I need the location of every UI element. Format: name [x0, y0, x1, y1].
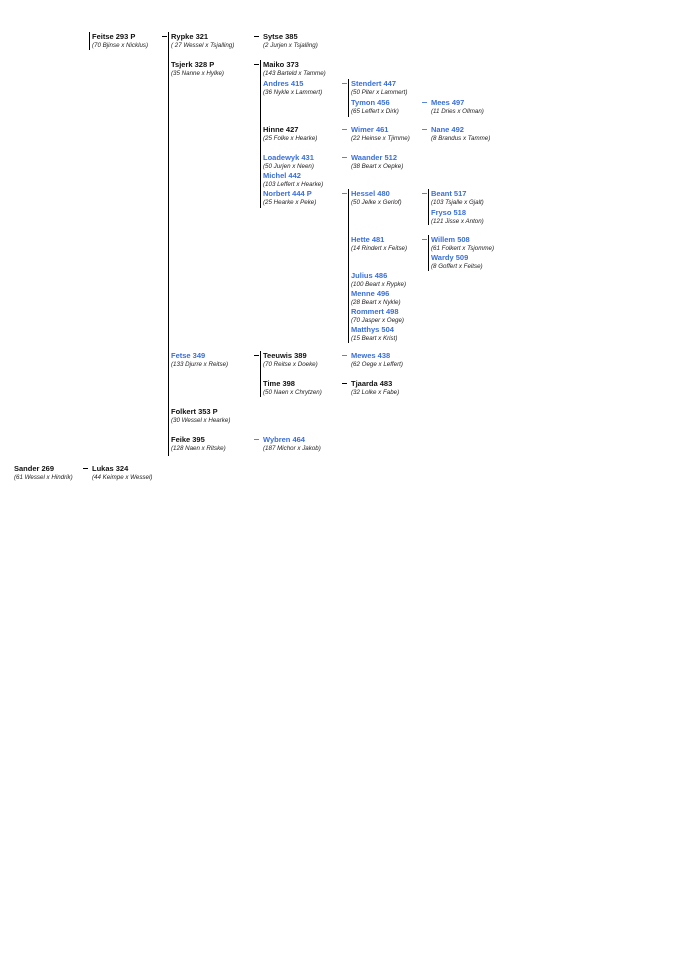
person-name-link[interactable]: Willem 508	[431, 235, 470, 244]
person-parents: (121 Jisse x Anton)	[431, 218, 484, 225]
person-julius-486[interactable]	[351, 271, 406, 289]
person-parents: (28 Beart x Nykle)	[351, 299, 401, 306]
person-feitse-293	[92, 32, 148, 50]
person-name: Sytse 385	[263, 32, 298, 41]
person-mees-497[interactable]	[431, 98, 484, 116]
person-name-link[interactable]: Fetse 349	[171, 351, 206, 360]
person-parents: (187 Michor x Jakob)	[263, 445, 321, 452]
person-wimer-461[interactable]	[351, 125, 410, 143]
person-name: Tsjerk 328 P	[171, 60, 215, 69]
person-tjaarda-483	[351, 379, 399, 397]
person-name-link[interactable]: Norbert 444 P	[263, 189, 312, 198]
child-connector	[342, 83, 347, 84]
person-hessel-480[interactable]	[351, 189, 402, 207]
person-parents: (50 Jurjen x Neen)	[263, 163, 314, 170]
person-name-link[interactable]: Menne 496	[351, 289, 390, 298]
person-nane-492[interactable]	[431, 125, 490, 143]
person-name-link[interactable]: Wybren 464	[263, 435, 305, 444]
person-name-link[interactable]: Matthys 504	[351, 325, 394, 334]
person-michel-442[interactable]	[263, 171, 323, 189]
person-name-link[interactable]: Nane 492	[431, 125, 464, 134]
person-feike-395	[171, 435, 226, 453]
person-wybren-464[interactable]	[263, 435, 321, 453]
person-parents: (70 Reitse x Doeke)	[263, 361, 318, 368]
child-connector	[254, 439, 259, 440]
person-parents: (103 Tsjalle x Gjalt)	[431, 199, 484, 206]
person-matthys-504[interactable]	[351, 325, 397, 343]
person-sander-269	[14, 464, 73, 482]
person-parents: (32 Lolke x Fabe)	[351, 389, 400, 396]
person-name: Time 398	[263, 379, 295, 388]
person-tymon-456[interactable]	[351, 98, 399, 116]
person-parents: (100 Beart x Rypke)	[351, 281, 407, 288]
person-parents: (61 Wessel x Hindrik)	[14, 474, 73, 481]
person-willem-508[interactable]	[431, 235, 494, 253]
person-parents: (14 Rindert x Feitse)	[351, 245, 408, 252]
sibling-bar	[348, 79, 349, 117]
sibling-bar	[260, 60, 261, 208]
child-connector	[342, 355, 347, 356]
person-menne-496[interactable]	[351, 289, 401, 307]
sibling-bar	[260, 351, 261, 397]
child-connector	[342, 193, 347, 194]
sibling-bar	[428, 189, 429, 225]
child-connector	[422, 129, 427, 130]
person-parents: (50 Naen x Chrytzen)	[263, 389, 322, 396]
person-name: Maiko 373	[263, 60, 299, 69]
person-parents: (38 Beart x Oepke)	[351, 163, 404, 170]
person-name: Hinne 427	[263, 125, 299, 134]
person-waander-512[interactable]	[351, 153, 403, 171]
person-parents: (65 Leffert x Dirk)	[351, 108, 399, 115]
person-fetse-349[interactable]	[171, 351, 228, 369]
person-name-link[interactable]: Wimer 461	[351, 125, 389, 134]
person-name-link[interactable]: Julius 486	[351, 271, 388, 280]
child-connector	[342, 383, 347, 384]
person-name-link[interactable]: Mewes 438	[351, 351, 391, 360]
person-name-link[interactable]: Mees 497	[431, 98, 465, 107]
person-parents: (62 Oege x Leffert)	[351, 361, 403, 368]
person-tsjerk-328	[171, 60, 224, 78]
child-connector	[342, 129, 347, 130]
person-name: Teeuwis 389	[263, 351, 307, 360]
person-name-link[interactable]: Hette 481	[351, 235, 385, 244]
person-name-link[interactable]: Tymon 456	[351, 98, 390, 107]
person-parents: (25 Hearke x Peke)	[263, 199, 317, 206]
person-parents: (133 Djurre x Reitse)	[171, 361, 229, 368]
person-rommert-498[interactable]	[351, 307, 404, 325]
person-name-link[interactable]: Stendert 447	[351, 79, 397, 88]
person-name-link[interactable]: Fryso 518	[431, 208, 467, 217]
person-parents: (11 Dries x Ollman)	[431, 108, 484, 115]
child-connector	[422, 239, 427, 240]
person-parents: (143 Barteld x Tamme)	[263, 70, 326, 77]
child-connector	[254, 36, 259, 37]
person-name-link[interactable]: Beant 517	[431, 189, 467, 198]
person-hette-481[interactable]	[351, 235, 407, 253]
child-connector	[83, 468, 88, 469]
person-stendert-447[interactable]	[351, 79, 407, 97]
person-name-link[interactable]: Loadewyk 431	[263, 153, 314, 162]
person-name: Tjaarda 483	[351, 379, 393, 388]
person-name-link[interactable]: Hessel 480	[351, 189, 390, 198]
person-rypke-321	[171, 32, 234, 50]
sibling-bar	[168, 32, 169, 456]
person-name-link[interactable]: Rommert 498	[351, 307, 399, 316]
person-name-link[interactable]: Andres 415	[263, 79, 304, 88]
person-name: Lukas 324	[92, 464, 129, 473]
person-parents: (50 Jelke x Gerlof)	[351, 199, 402, 206]
person-parents: (44 Keimpe x Wessel)	[92, 474, 153, 481]
person-wardy-509[interactable]	[431, 253, 483, 271]
person-time-398	[263, 379, 322, 397]
person-teeuwis-389	[263, 351, 318, 369]
person-parents: ( 27 Wessel x Tsjalling)	[171, 42, 235, 49]
person-parents: (36 Nykle x Lammert)	[263, 89, 323, 96]
person-hinne-427	[263, 125, 317, 143]
child-connector	[422, 193, 427, 194]
person-folkert-353	[171, 407, 230, 425]
person-parents: (8 Brandus x Tamme)	[431, 135, 491, 142]
person-beant-517[interactable]	[431, 189, 484, 207]
child-connector	[162, 36, 167, 37]
child-connector	[254, 355, 259, 356]
person-loadewyk-431[interactable]	[263, 153, 314, 171]
person-parents: (8 Goffert x Feitse)	[431, 263, 483, 270]
sibling-bar	[428, 235, 429, 271]
person-mewes-438[interactable]	[351, 351, 403, 369]
person-fryso-518[interactable]	[431, 208, 484, 226]
person-parents: (2 Jurjen x Tsjalling)	[263, 42, 318, 49]
person-name-link[interactable]: Waander 512	[351, 153, 397, 162]
person-name-link[interactable]: Wardy 509	[431, 253, 469, 262]
person-parents: (103 Leffert x Hearke)	[263, 181, 324, 188]
person-name-link[interactable]: Michel 442	[263, 171, 301, 180]
child-connector	[342, 157, 347, 158]
person-norbert-444[interactable]	[263, 189, 316, 207]
person-parents: (22 Heinse x Tjimme)	[351, 135, 410, 142]
sibling-bar	[89, 32, 90, 50]
person-parents: (30 Wessel x Hearke)	[171, 417, 231, 424]
person-name: Folkert 353 P	[171, 407, 218, 416]
person-sytse-385	[263, 32, 318, 50]
person-parents: (15 Beart x Krist)	[351, 335, 398, 342]
child-connector	[422, 102, 427, 103]
person-maiko-373	[263, 60, 326, 78]
person-andres-415[interactable]	[263, 79, 322, 97]
person-parents: (61 Folkert x Tsjomme)	[431, 245, 495, 252]
person-name: Feike 395	[171, 435, 205, 444]
person-parents: (25 Folke x Hearke)	[263, 135, 318, 142]
person-parents: (35 Nanne x Hylke)	[171, 70, 224, 77]
person-parents: (70 Bjinse x Nicklus)	[92, 42, 149, 49]
person-name: Feitse 293 P	[92, 32, 136, 41]
person-name: Sander 269	[14, 464, 55, 473]
person-lukas-324	[92, 464, 152, 482]
child-connector	[254, 64, 259, 65]
person-parents: (128 Naen x Ritske)	[171, 445, 226, 452]
person-parents: (50 Piter x Lammert)	[351, 89, 408, 96]
person-name: Rypke 321	[171, 32, 209, 41]
person-parents: (70 Jasper x Oege)	[351, 317, 404, 324]
sibling-bar	[348, 189, 349, 343]
